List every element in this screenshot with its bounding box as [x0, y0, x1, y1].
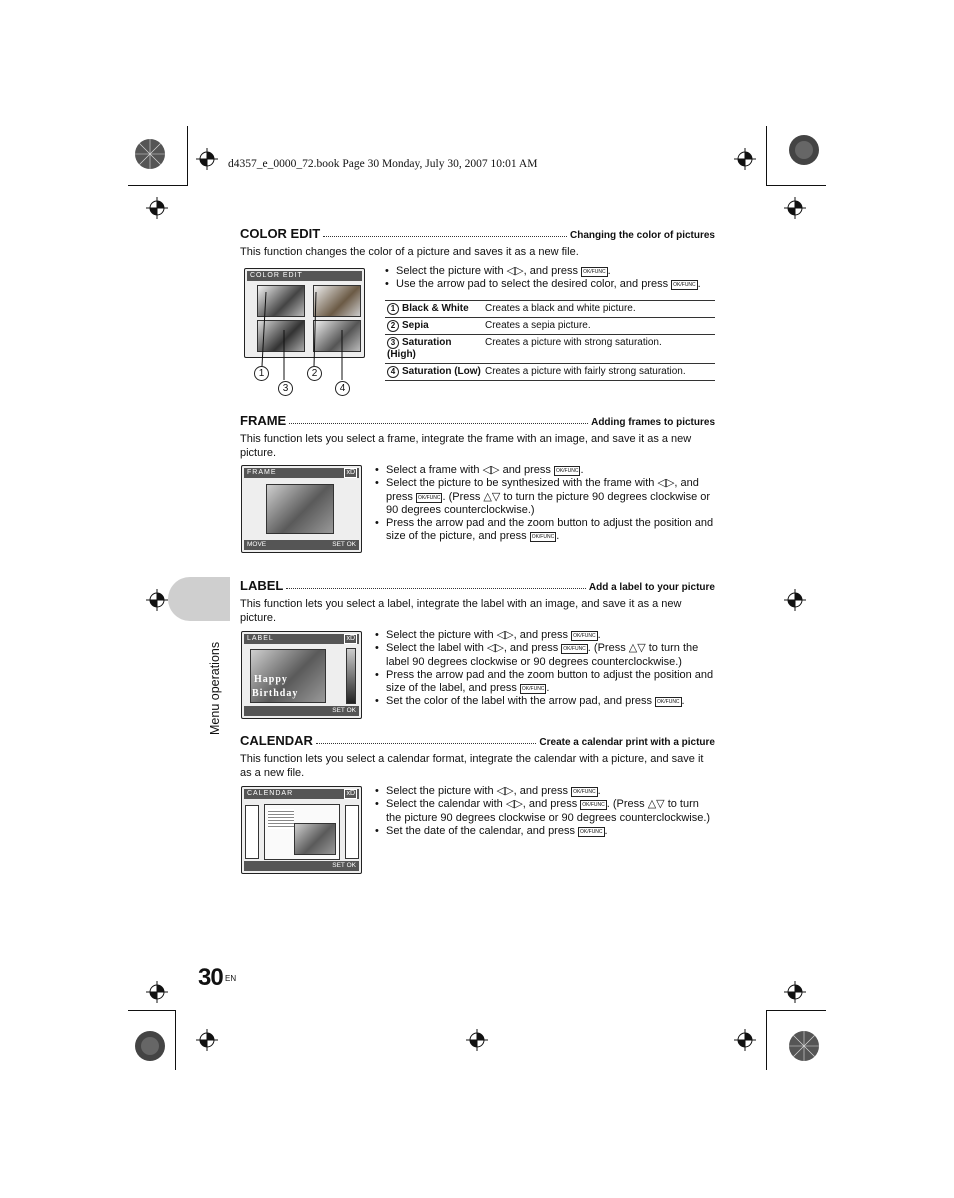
screen-title: CALENDAR — [244, 789, 359, 799]
screen-title: FRAME — [244, 468, 359, 478]
label-steps — [375, 629, 720, 709]
section-subtitle: Changing the color of pictures — [569, 230, 715, 241]
calendar-screen — [241, 786, 362, 874]
label-heading — [240, 577, 715, 593]
step: • Select the calendar with ◁▷, and press OK/FUNC . (Press △▽ to turn the picture 90 degrees clockwise or 90 degrees counterclockwise.) — [375, 798, 715, 825]
option-desc: Creates a picture with strong saturation. — [485, 337, 662, 348]
table-row — [385, 335, 715, 364]
calendar-steps — [375, 785, 715, 838]
registration-mark-icon — [146, 589, 168, 611]
page-number: 30 — [198, 964, 223, 991]
color-edit-steps — [385, 265, 715, 292]
color-target-icon — [788, 1030, 820, 1062]
crop-mark — [766, 126, 767, 186]
registration-mark-icon — [784, 589, 806, 611]
section-title: FRAME — [240, 413, 287, 428]
frame-screen — [241, 465, 362, 553]
step: • Press the arrow pad and the zoom button to adjust the position and size of the picture, and press OK/FUNC . — [375, 517, 715, 544]
step: • Select a frame with ◁▷ and press OK/FUNC . — [375, 464, 715, 477]
left-right-arrow-icon: ◁▷ — [496, 785, 514, 797]
ok-func-button-icon: OK/FUNC — [673, 282, 696, 289]
frame-intro: This function lets you select a frame, integrate the frame with an image, and save it as a new picture. — [240, 433, 692, 459]
option-name: 4 Saturation (Low) — [385, 364, 483, 381]
next-calendar-preview — [345, 805, 359, 859]
ok-func-button-icon: OK/FUNC — [573, 633, 596, 639]
screen-bottom-bar: MOVE SET OK — [244, 540, 359, 550]
section-title: CALENDAR — [240, 733, 313, 748]
callout-4: 4 — [335, 381, 350, 396]
crop-mark — [766, 185, 826, 186]
up-down-arrow-icon: △▽ — [628, 642, 646, 655]
book-header-line: d4357_e_0000_72.book Page 30 Monday, July 30, 2007 10:01 AM — [228, 158, 538, 170]
left-right-arrow-icon: ◁▷ — [486, 642, 504, 655]
registration-mark-icon — [784, 981, 806, 1003]
step: • Select the label with ◁▷, and press OK/FUNC . (Press △▽ to turn the label 90 degrees clockwise or 90 degrees counterclockwise.) — [375, 642, 720, 669]
ok-func-button-icon: OK/FUNC — [563, 646, 586, 653]
color-edit-intro: This function changes the color of a picture and saves it as a new file. — [240, 246, 579, 258]
color-target-icon — [134, 138, 166, 170]
color-target-icon — [134, 1030, 166, 1062]
left-right-arrow-icon: ◁▷ — [482, 464, 500, 476]
prev-calendar-preview — [245, 805, 259, 859]
option-name: 1 Black & White — [385, 301, 483, 318]
crop-mark — [175, 1010, 176, 1070]
xd-card-icon: xD — [346, 790, 355, 797]
option-name: 2 Sepia — [385, 318, 483, 335]
option-desc: Creates a black and white picture. — [485, 303, 636, 314]
calendar-photo — [294, 823, 336, 855]
screen-bottom-bar: SET OK — [244, 861, 359, 871]
screen-bottom-bar: SET OK — [244, 706, 359, 716]
left-right-arrow-icon: ◁▷ — [657, 477, 675, 490]
step: • Select the picture with ◁▷, and press OK/FUNC . — [375, 785, 715, 798]
step: • Set the color of the label with the arrow pad, and press OK/FUNC . — [375, 695, 720, 708]
color-target-icon — [788, 134, 820, 166]
frame-steps — [375, 464, 715, 544]
option-desc: Creates a picture with fairly strong saturation. — [485, 366, 686, 377]
calendar-grid — [268, 809, 294, 829]
screen-title: COLOR EDIT — [247, 271, 362, 281]
step: • Select the picture with ◁▷, and press OK/FUNC . — [375, 629, 720, 642]
registration-mark-icon — [196, 148, 218, 170]
step: • Set the date of the calendar, and press OK/FUNC . — [375, 825, 715, 838]
registration-mark-icon — [146, 981, 168, 1003]
ok-func-button-icon: OK/FUNC — [417, 494, 441, 501]
crop-mark — [128, 1010, 176, 1011]
callout-3: 3 — [278, 381, 293, 396]
color-slider — [346, 648, 356, 704]
ok-func-button-icon: OK/FUNC — [555, 468, 579, 474]
up-down-arrow-icon: △▽ — [483, 490, 501, 503]
ok-func-button-icon: OK/FUNC — [573, 789, 596, 795]
calendar-intro: This function lets you select a calendar format, integrate the calendar with a picture, and save it as a new file. — [240, 753, 704, 779]
registration-mark-icon — [146, 197, 168, 219]
label-intro: This function lets you select a label, integrate the label with an image, and save it as a new picture. — [240, 598, 682, 624]
callout-1: 1 — [254, 366, 269, 381]
section-subtitle: Add a label to your picture — [588, 582, 715, 593]
section-title: COLOR EDIT — [240, 226, 321, 241]
crop-mark — [128, 185, 188, 186]
registration-mark-icon — [466, 1029, 488, 1051]
color-edit-heading — [240, 225, 715, 241]
ok-func-button-icon: OK/FUNC — [580, 828, 603, 835]
label-screen — [241, 631, 362, 719]
registration-mark-icon — [196, 1029, 218, 1051]
ok-func-button-icon: OK/FUNC — [657, 699, 680, 706]
crop-mark — [766, 1010, 826, 1011]
left-right-arrow-icon: ◁▷ — [496, 629, 514, 641]
table-row — [385, 301, 715, 318]
option-name: 3 Saturation (High) — [387, 337, 452, 360]
side-tab — [168, 577, 230, 621]
table-row — [385, 364, 715, 381]
calendar-heading — [240, 732, 715, 748]
crop-mark — [187, 126, 188, 186]
label-text-birthday: Birthday — [252, 688, 299, 699]
callout-lines — [244, 280, 374, 380]
registration-mark-icon — [784, 197, 806, 219]
crop-mark — [766, 1010, 767, 1070]
xd-card-icon: xD — [346, 635, 355, 642]
ok-func-button-icon: OK/FUNC — [521, 686, 545, 693]
callout-2: 2 — [307, 366, 322, 381]
section-title: LABEL — [240, 578, 284, 593]
option-desc: Creates a sepia picture. — [485, 320, 591, 331]
ok-func-button-icon: OK/FUNC — [583, 269, 606, 275]
side-tab-label: Menu operations — [208, 641, 222, 735]
ok-func-button-icon: OK/FUNC — [531, 534, 555, 541]
label-text-happy: Happy — [254, 674, 288, 685]
frame-heading — [240, 412, 715, 428]
up-down-arrow-icon: △▽ — [647, 798, 665, 811]
xd-card-icon: xD — [346, 469, 355, 476]
section-subtitle: Adding frames to pictures — [591, 417, 715, 428]
leader-dots — [286, 588, 586, 589]
leader-dots — [323, 236, 567, 237]
step: • Select the picture to be synthesized with the frame with ◁▷, and press OK/FUNC . (Press △▽ to turn the picture 90 degrees clockwise or 90 degrees counterclockwise.) — [375, 477, 715, 517]
registration-mark-icon — [734, 148, 756, 170]
left-right-arrow-icon: ◁▷ — [505, 798, 523, 811]
framed-photo — [266, 484, 334, 534]
leader-dots — [316, 743, 536, 744]
left-right-arrow-icon: ◁▷ — [506, 265, 524, 277]
step: • Use the arrow pad to select the desired color, and press OK/FUNC . — [385, 278, 715, 291]
table-row — [385, 318, 715, 335]
registration-mark-icon — [734, 1029, 756, 1051]
section-subtitle: Create a calendar print with a picture — [539, 737, 715, 748]
page-language: EN — [225, 974, 237, 983]
leader-dots — [289, 423, 588, 424]
color-options-table — [385, 300, 715, 381]
ok-func-button-icon: OK/FUNC — [582, 802, 605, 809]
step: • Select the picture with ◁▷, and press OK/FUNC . — [385, 265, 715, 278]
step: • Press the arrow pad and the zoom button to adjust the position and size of the label, and press OK/FUNC . — [375, 669, 720, 696]
screen-title: LABEL — [244, 634, 359, 644]
